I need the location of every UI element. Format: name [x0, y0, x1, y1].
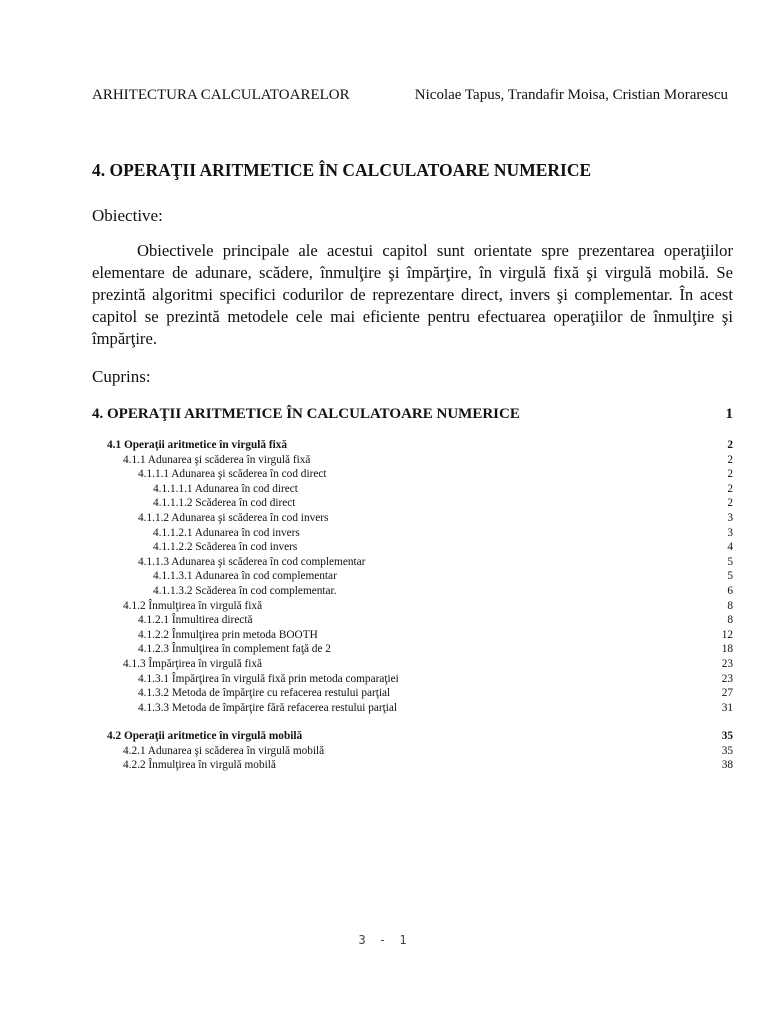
toc-entry-title: 4.2.2 Înmulţirea în virgulă mobilă: [123, 759, 276, 772]
toc-entry-page: 4: [727, 541, 733, 554]
toc-entry-title: 4.1.1.1.1 Adunarea în cod direct: [153, 482, 298, 495]
toc-entry-title: 4.1.3 Împărţirea în virgulă fixă: [123, 657, 263, 670]
toc-entry-page: 3: [727, 511, 733, 524]
toc-entry[interactable]: [92, 701, 733, 716]
toc-entry-title: 4.1.1 Adunarea şi scăderea în virgulă fixă: [123, 453, 311, 466]
toc-entry-page: 3: [727, 526, 733, 539]
page-number: 3 - 1: [358, 933, 410, 947]
toc-entry-title: 4.1.2.3 Înmulţirea în complement faţă de 2: [138, 643, 331, 656]
toc-entry[interactable]: [92, 672, 733, 687]
toc-entry-title: 4.1.2.1 Înmultirea directă: [138, 614, 253, 627]
toc-entry-page: 8: [727, 614, 733, 627]
toc-chapter-entry[interactable]: [92, 406, 733, 423]
toc-entry-page: 2: [727, 497, 733, 510]
toc-entry-page: 6: [727, 584, 733, 597]
toc-entry[interactable]: [92, 613, 733, 628]
toc-entry[interactable]: [92, 438, 733, 453]
toc-entry-page: 31: [721, 701, 733, 714]
toc-entry-page: 35: [721, 744, 733, 757]
toc-entry[interactable]: [92, 511, 733, 526]
toc-chapter-title: 4. OPERAŢII ARITMETICE ÎN CALCULATOARE NUMERICE: [92, 406, 520, 422]
toc-entry-title: 4.1.1.3.1 Adunarea în cod complementar: [153, 570, 337, 583]
toc-entry-page: 2: [727, 453, 733, 466]
table-of-contents: [92, 438, 733, 773]
toc-chapter-page: 1: [725, 406, 733, 422]
objectives-label: Obiective:: [92, 206, 163, 225]
toc-entry-page: 2: [727, 468, 733, 481]
toc-entry-title: 4.2 Operaţii aritmetice în virgulă mobilă: [107, 730, 303, 743]
toc-entry[interactable]: [92, 555, 733, 570]
toc-entry[interactable]: [92, 744, 733, 759]
contents-label: Cuprins:: [92, 367, 151, 386]
toc-entry[interactable]: [92, 642, 733, 657]
toc-entry[interactable]: [92, 628, 733, 643]
toc-entry-title: 4.1.3.1 Împărţirea în virgulă fixă prin metoda comparaţiei: [138, 672, 399, 685]
toc-entry-page: 23: [721, 657, 733, 670]
toc-entry-title: 4.1.3.2 Metoda de împărţire cu refacerea restului parţial: [138, 687, 391, 700]
toc-entry[interactable]: [92, 584, 733, 599]
toc-entry-page: 8: [727, 599, 733, 612]
chapter-title: 4. OPERAŢII ARITMETICE ÎN CALCULATOARE NUMERICE: [92, 160, 592, 180]
toc-entry[interactable]: [92, 599, 733, 614]
toc-entry-title: 4.2.1 Adunarea şi scăderea în virgulă mobilă: [123, 744, 325, 757]
page-header: [92, 87, 728, 104]
toc-entry[interactable]: [92, 569, 733, 584]
toc-entry-title: 4.1.1.2 Adunarea şi scăderea în cod invers: [138, 511, 329, 524]
toc-entry[interactable]: [92, 496, 733, 511]
toc-entry-page: 5: [727, 555, 733, 568]
toc-entry-page: 2: [727, 439, 733, 451]
toc-entry-page: 18: [721, 643, 733, 656]
toc-entry-page: 12: [721, 628, 733, 641]
toc-entry[interactable]: [92, 540, 733, 555]
objectives-paragraph: Obiectivele principale ale acestui capitol sunt orientate spre prezentarea operaţiilor elementare de adunare, scădere, înmulţire şi împărţire, în virgulă fixă şi virgulă mobilă. Se prezintă algoritmi specifici codurilor de reprezentare direct, invers şi complementar. În acest capitol se prezintă metodele cele mai eficiente pentru efectuarea operaţiilor de înmulţire şi împărţire.: [92, 241, 733, 348]
toc-entry-title: 4.1.3.3 Metoda de împărţire fără refacerea restului parţial: [138, 701, 398, 714]
toc-entry-page: 23: [721, 672, 733, 685]
toc-entry[interactable]: [92, 467, 733, 482]
toc-entry-title: 4.1.1.1 Adunarea şi scăderea în cod direct: [138, 468, 327, 481]
toc-entry-page: 5: [727, 570, 733, 583]
toc-entry[interactable]: [92, 526, 733, 541]
toc-entry-title: 4.1.1.1.2 Scăderea în cod direct: [153, 497, 296, 510]
header-authors: Nicolae Tapus, Trandafir Moisa, Cristian Morarescu: [414, 87, 728, 103]
toc-entry[interactable]: [92, 729, 733, 744]
toc-entry[interactable]: [92, 686, 733, 701]
toc-entry-title: 4.1.1.2.1 Adunarea în cod invers: [153, 526, 300, 539]
toc-entry-page: 27: [721, 687, 733, 700]
toc-entry-title: 4.1.1.3 Adunarea şi scăderea în cod complementar: [138, 555, 366, 568]
header-book-title: ARHITECTURA CALCULATOARELOR: [92, 87, 350, 103]
toc-entry-title: 4.1.2.2 Înmulţirea prin metoda BOOTH: [138, 628, 318, 641]
toc-entry-page: 2: [727, 482, 733, 495]
toc-entry-page: 38: [721, 759, 733, 772]
toc-entry-title: 4.1.2 Înmulţirea în virgulă fixă: [123, 599, 263, 612]
toc-entry[interactable]: [92, 482, 733, 497]
toc-entry[interactable]: [92, 657, 733, 672]
toc-entry[interactable]: [92, 453, 733, 468]
toc-entry-title: 4.1.1.2.2 Scăderea în cod invers: [153, 541, 298, 554]
toc-entry-title: 4.1 Operaţii aritmetice în virgulă fixă: [107, 439, 288, 451]
toc-entry-title: 4.1.1.3.2 Scăderea în cod complementar.: [153, 584, 337, 597]
toc-entry[interactable]: [92, 758, 733, 773]
toc-entry-page: 35: [721, 730, 733, 743]
